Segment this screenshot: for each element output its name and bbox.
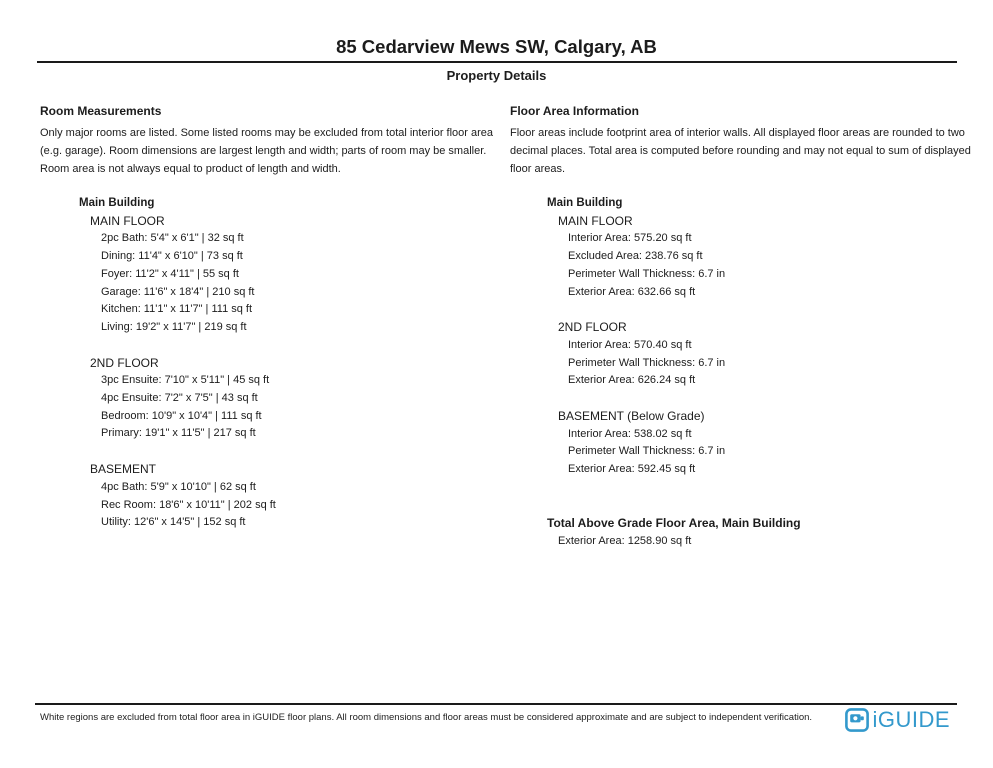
total-above-grade-block [510,515,975,550]
room-line: Rec Room: 18'6" x 10'11" | 202 sq ft [101,498,276,511]
stat-line: Interior Area: 570.40 sq ft [568,338,692,351]
floor-area-basement [547,408,975,479]
floor-area-building [510,195,975,479]
stat-line: Perimeter Wall Thickness: 6.7 in [568,356,726,369]
room-line: Living: 19'2" x 11'7" | 219 sq ft [101,320,247,333]
room-line: Foyer: 11'2" x 4'11" | 55 sq ft [101,267,239,280]
floor-name: BASEMENT [90,462,157,477]
iguide-logo-text: iGUIDE [872,707,950,732]
iguide-logo-icon [845,708,869,732]
floor-name: BASEMENT (Below Grade) [558,409,705,424]
page-subtitle: Property Details [446,68,547,83]
floor-area-2nd-floor [547,319,975,390]
stat-line: Interior Area: 575.20 sq ft [568,232,692,245]
room-line: Primary: 19'1" x 11'5" | 217 sq ft [101,427,256,440]
footer-divider [35,703,957,705]
room-line: Kitchen: 11'1" x 11'7" | 111 sq ft [101,303,253,316]
floor-name: 2ND FLOOR [558,320,627,335]
building-name: Main Building [79,197,155,209]
room-measurements-heading: Room Measurements [40,104,162,118]
room-line: Utility: 12'6" x 14'5" | 152 sq ft [101,516,246,529]
floor-main-floor [79,213,495,337]
floor-name: 2ND FLOOR [90,355,159,370]
room-line: 3pc Ensuite: 7'10" x 5'11" | 45 sq ft [101,374,270,387]
room-line: 4pc Bath: 5'9" x 10'10" | 62 sq ft [101,480,256,493]
stat-line: Excluded Area: 238.76 sq ft [568,250,703,263]
page-title: 85 Cedarview Mews SW, Calgary, AB [336,36,657,57]
iguide-logo [845,708,950,732]
header-divider [37,61,957,63]
stat-line: Exterior Area: 632.66 sq ft [568,285,696,298]
room-line: 4pc Ensuite: 7'2" x 7'5" | 43 sq ft [101,392,258,405]
room-line: Bedroom: 10'9" x 10'4" | 111 sq ft [101,409,262,422]
stat-line: Interior Area: 538.02 sq ft [568,427,692,440]
total-above-grade-heading: Total Above Grade Floor Area, Main Building [547,515,801,530]
floor-basement [79,461,495,532]
room-measurements-description: Only major rooms are listed. Some listed rooms may be excluded from total interior floor area (e.g. garage). Room dimensions are largest length and width; parts of room may be smaller. Room area is not always equal to product of length and width. [40,127,494,175]
floor-name: MAIN FLOOR [558,213,633,228]
room-measurements-section [40,104,495,532]
stat-line: Exterior Area: 592.45 sq ft [568,463,696,476]
stat-line: Exterior Area: 626.24 sq ft [568,374,696,387]
floor-area-section [510,104,975,550]
floor-name: MAIN FLOOR [90,213,165,228]
floor-area-heading: Floor Area Information [510,104,639,118]
footer-disclaimer: White regions are excluded from total floor area in iGUIDE floor plans. All room dimensions and floor areas must be considered approximate and are subject to independent verification. [40,712,813,723]
building-name: Main Building [547,197,623,209]
stat-line: Perimeter Wall Thickness: 6.7 in [568,267,726,280]
room-measurements-building [40,195,495,532]
total-exterior-area: Exterior Area: 1258.90 sq ft [558,534,692,547]
room-line: Dining: 11'4" x 6'10" | 73 sq ft [101,250,243,263]
room-line: Garage: 11'6" x 18'4" | 210 sq ft [101,285,255,298]
floor-area-main-floor [547,213,975,302]
floor-2nd-floor [79,355,495,444]
stat-line: Perimeter Wall Thickness: 6.7 in [568,445,726,458]
room-line: 2pc Bath: 5'4" x 6'1" | 32 sq ft [101,232,244,245]
floor-area-description: Floor areas include footprint area of interior walls. All displayed floor areas are rounded to two decimal places. Total area is computed before rounding and may not equal to sum of displayed floor areas. [510,127,971,175]
